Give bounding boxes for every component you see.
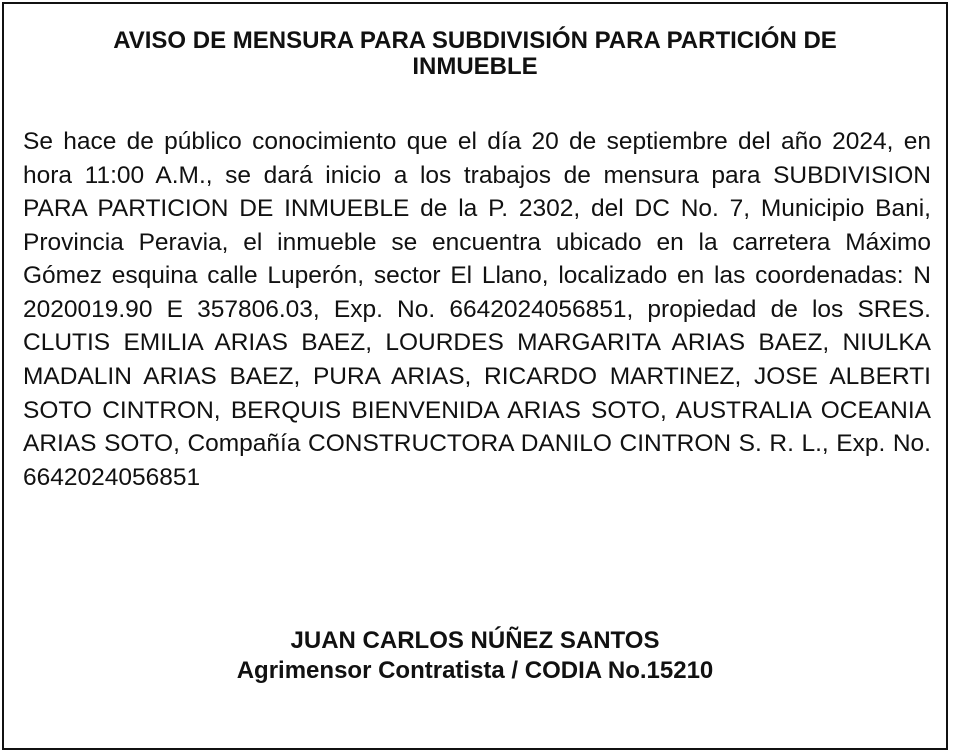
notice-title-line1: AVISO DE MENSURA PARA SUBDIVISIÓN PARA PARTICIÓN DE (113, 27, 837, 54)
notice-title-line2: INMUEBLE (412, 53, 538, 80)
signature-name: JUAN CARLOS NÚÑEZ SANTOS (290, 627, 660, 654)
signature-block (4, 626, 946, 686)
notice-box (2, 2, 948, 750)
signature-title: Agrimensor Contratista / CODIA No.15210 (236, 657, 714, 684)
notice-title (4, 28, 946, 80)
notice-body: Se hace de público conocimiento que el día 20 de septiembre del año 2024, en hora 11:00 A.M., se dará inicio a los trabajos de mensura para SUBDIVISION PARA PARTICION DE INMUEBLE de la P. 2302, del DC No. 7, Municipio Bani, Provincia Peravia, el inmueble se encuentra ubicado en la carretera Máximo Gómez esquina calle Luperón, sector El Llano, localizado en las coordenadas: N 2020019.90 E 357806.03, Exp. No. 6642024056851, propiedad de los SRES. CLUTIS EMILIA ARIAS BAEZ, LOURDES MARGARITA ARIAS BAEZ, NIULKA MADALIN ARIAS BAEZ, PURA ARIAS, RICARDO MARTINEZ, JOSE ALBERTI SOTO CINTRON, BERQUIS BIENVENIDA ARIAS SOTO, AUSTRALIA OCEANIA ARIAS SOTO, Compañía CONSTRUCTORA DANILO CINTRON S. R. L., Exp. No. 6642024056851 (23, 128, 931, 491)
